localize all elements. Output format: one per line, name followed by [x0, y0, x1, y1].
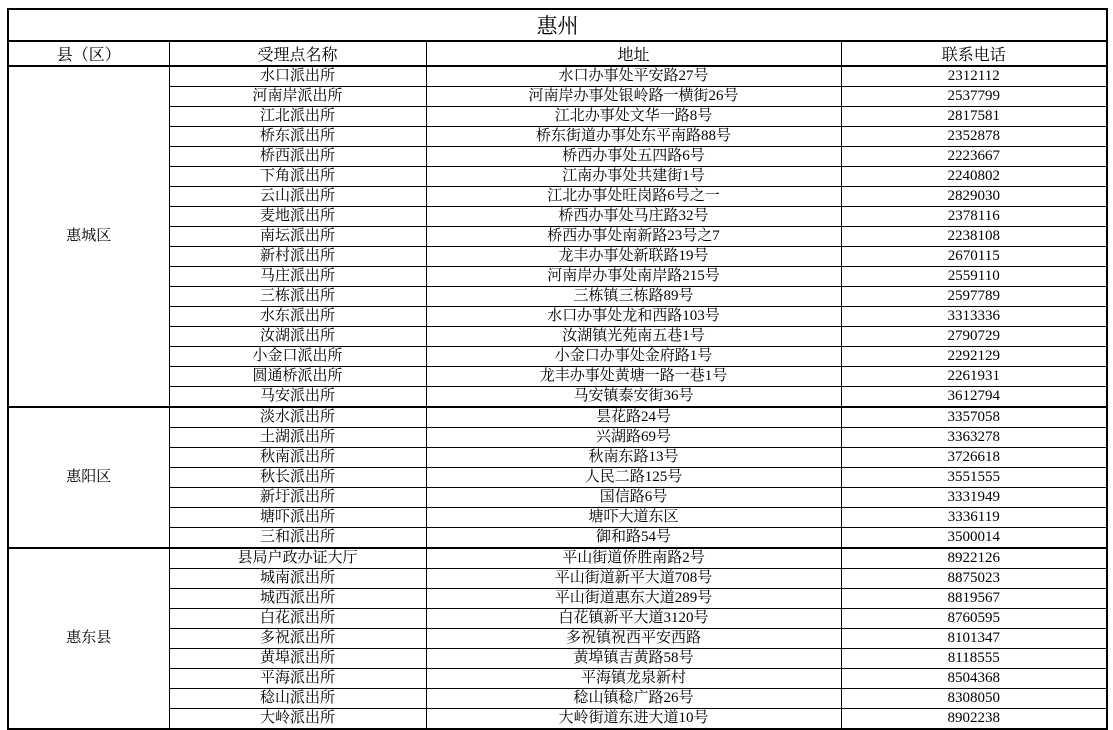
station-name-cell: 河南岸派出所 [169, 87, 426, 107]
address-cell: 桥西办事处马庄路32号 [426, 207, 841, 227]
station-name-cell: 马庄派出所 [169, 267, 426, 287]
table-row [8, 127, 1107, 147]
table-row [8, 307, 1107, 327]
table-row [8, 227, 1107, 247]
phone-cell: 8875023 [841, 569, 1107, 589]
phone-cell: 8922126 [841, 548, 1107, 569]
table-row [8, 87, 1107, 107]
table-row [8, 548, 1107, 569]
address-cell: 人民二路125号 [426, 468, 841, 488]
table-row [8, 107, 1107, 127]
station-name-cell: 圆通桥派出所 [169, 367, 426, 387]
address-cell: 昙花路24号 [426, 407, 841, 428]
phone-cell: 8308050 [841, 689, 1107, 709]
table-row [8, 287, 1107, 307]
table-row [8, 66, 1107, 87]
phone-cell: 3551555 [841, 468, 1107, 488]
table-row [8, 488, 1107, 508]
phone-cell: 2240802 [841, 167, 1107, 187]
table-body [8, 66, 1107, 729]
phone-cell: 2261931 [841, 367, 1107, 387]
station-name-cell: 秋南派出所 [169, 448, 426, 468]
column-header-station-name: 受理点名称 [169, 41, 426, 66]
address-cell: 平山街道惠东大道289号 [426, 589, 841, 609]
phone-cell: 3500014 [841, 528, 1107, 549]
table-row [8, 407, 1107, 428]
phone-cell: 8101347 [841, 629, 1107, 649]
table-row [8, 689, 1107, 709]
phone-cell: 8819567 [841, 589, 1107, 609]
table-row [8, 187, 1107, 207]
address-cell: 平山街道新平大道708号 [426, 569, 841, 589]
address-cell: 黄埠镇吉黄路58号 [426, 649, 841, 669]
phone-cell: 3313336 [841, 307, 1107, 327]
table-row [8, 448, 1107, 468]
address-cell: 河南岸办事处银岭路一横街26号 [426, 87, 841, 107]
huizhou-acceptance-points-table [7, 8, 1108, 730]
station-name-cell: 大岭派出所 [169, 709, 426, 730]
address-cell: 御和路54号 [426, 528, 841, 549]
station-name-cell: 秋长派出所 [169, 468, 426, 488]
phone-cell: 2378116 [841, 207, 1107, 227]
address-cell: 平海镇龙泉新村 [426, 669, 841, 689]
table-row [8, 247, 1107, 267]
table-row [8, 167, 1107, 187]
phone-cell: 2223667 [841, 147, 1107, 167]
address-cell: 兴湖路69号 [426, 428, 841, 448]
address-cell: 国信路6号 [426, 488, 841, 508]
phone-cell: 3612794 [841, 387, 1107, 408]
table-title: 惠州 [8, 9, 1107, 41]
table-row [8, 669, 1107, 689]
address-cell: 塘吓大道东区 [426, 508, 841, 528]
station-name-cell: 多祝派出所 [169, 629, 426, 649]
table-row [8, 609, 1107, 629]
table-row [8, 528, 1107, 549]
address-cell: 马安镇泰安街36号 [426, 387, 841, 408]
address-cell: 水口办事处平安路27号 [426, 66, 841, 87]
station-name-cell: 汝湖派出所 [169, 327, 426, 347]
station-name-cell: 土湖派出所 [169, 428, 426, 448]
table-row [8, 207, 1107, 227]
table-row [8, 327, 1107, 347]
station-name-cell: 白花派出所 [169, 609, 426, 629]
station-name-cell: 三和派出所 [169, 528, 426, 549]
station-name-cell: 南坛派出所 [169, 227, 426, 247]
station-name-cell: 新圩派出所 [169, 488, 426, 508]
address-cell: 小金口办事处金府路1号 [426, 347, 841, 367]
address-cell: 龙丰办事处黄塘一路一巷1号 [426, 367, 841, 387]
station-name-cell: 江北派出所 [169, 107, 426, 127]
table-row [8, 387, 1107, 408]
address-cell: 大岭街道东进大道10号 [426, 709, 841, 730]
station-name-cell: 下角派出所 [169, 167, 426, 187]
phone-cell: 2312112 [841, 66, 1107, 87]
address-cell: 汝湖镇光苑南五巷1号 [426, 327, 841, 347]
station-name-cell: 新村派出所 [169, 247, 426, 267]
address-cell: 多祝镇祝西平安西路 [426, 629, 841, 649]
table-row [8, 347, 1107, 367]
phone-cell: 2238108 [841, 227, 1107, 247]
station-name-cell: 城南派出所 [169, 569, 426, 589]
title-row [8, 9, 1107, 41]
address-cell: 平山街道侨胜南路2号 [426, 548, 841, 569]
column-header-phone: 联系电话 [841, 41, 1107, 66]
address-cell: 秋南东路13号 [426, 448, 841, 468]
phone-cell: 2292129 [841, 347, 1107, 367]
address-cell: 三栋镇三栋路89号 [426, 287, 841, 307]
station-name-cell: 塘吓派出所 [169, 508, 426, 528]
phone-cell: 2597789 [841, 287, 1107, 307]
table-row [8, 147, 1107, 167]
phone-cell: 2817581 [841, 107, 1107, 127]
district-cell: 惠阳区 [8, 407, 169, 548]
table-row [8, 649, 1107, 669]
address-cell: 江北办事处文华一路8号 [426, 107, 841, 127]
phone-cell: 2559110 [841, 267, 1107, 287]
address-cell: 稔山镇稔广路26号 [426, 689, 841, 709]
address-cell: 江南办事处共建街1号 [426, 167, 841, 187]
district-cell: 惠城区 [8, 66, 169, 407]
table-row [8, 508, 1107, 528]
phone-cell: 8504368 [841, 669, 1107, 689]
station-name-cell: 稔山派出所 [169, 689, 426, 709]
station-name-cell: 麦地派出所 [169, 207, 426, 227]
station-name-cell: 桥东派出所 [169, 127, 426, 147]
address-cell: 桥西办事处南新路23号之7 [426, 227, 841, 247]
station-name-cell: 桥西派出所 [169, 147, 426, 167]
station-name-cell: 三栋派出所 [169, 287, 426, 307]
table-row [8, 589, 1107, 609]
phone-cell: 8760595 [841, 609, 1107, 629]
station-name-cell: 城西派出所 [169, 589, 426, 609]
table-row [8, 569, 1107, 589]
phone-cell: 3357058 [841, 407, 1107, 428]
column-header-address: 地址 [426, 41, 841, 66]
address-cell: 桥西办事处五四路6号 [426, 147, 841, 167]
table-row [8, 267, 1107, 287]
table-row [8, 468, 1107, 488]
table-row [8, 428, 1107, 448]
phone-cell: 3336119 [841, 508, 1107, 528]
phone-cell: 8118555 [841, 649, 1107, 669]
phone-cell: 3726618 [841, 448, 1107, 468]
address-cell: 水口办事处龙和西路103号 [426, 307, 841, 327]
phone-cell: 3363278 [841, 428, 1107, 448]
station-name-cell: 云山派出所 [169, 187, 426, 207]
phone-cell: 2537799 [841, 87, 1107, 107]
station-name-cell: 黄埠派出所 [169, 649, 426, 669]
address-cell: 桥东街道办事处东平南路88号 [426, 127, 841, 147]
header-row [8, 41, 1107, 66]
phone-cell: 2352878 [841, 127, 1107, 147]
station-name-cell: 县局户政办证大厅 [169, 548, 426, 569]
address-cell: 河南岸办事处南岸路215号 [426, 267, 841, 287]
table-row [8, 367, 1107, 387]
station-name-cell: 水口派出所 [169, 66, 426, 87]
column-header-district: 县（区） [8, 41, 169, 66]
station-name-cell: 马安派出所 [169, 387, 426, 408]
station-name-cell: 平海派出所 [169, 669, 426, 689]
phone-cell: 2829030 [841, 187, 1107, 207]
station-name-cell: 淡水派出所 [169, 407, 426, 428]
phone-cell: 8902238 [841, 709, 1107, 730]
phone-cell: 2670115 [841, 247, 1107, 267]
phone-cell: 2790729 [841, 327, 1107, 347]
address-cell: 龙丰办事处新联路19号 [426, 247, 841, 267]
station-name-cell: 水东派出所 [169, 307, 426, 327]
station-name-cell: 小金口派出所 [169, 347, 426, 367]
phone-cell: 3331949 [841, 488, 1107, 508]
district-cell: 惠东县 [8, 548, 169, 729]
table-row [8, 629, 1107, 649]
table-row [8, 709, 1107, 730]
address-cell: 白花镇新平大道3120号 [426, 609, 841, 629]
address-cell: 江北办事处旺岗路6号之一 [426, 187, 841, 207]
